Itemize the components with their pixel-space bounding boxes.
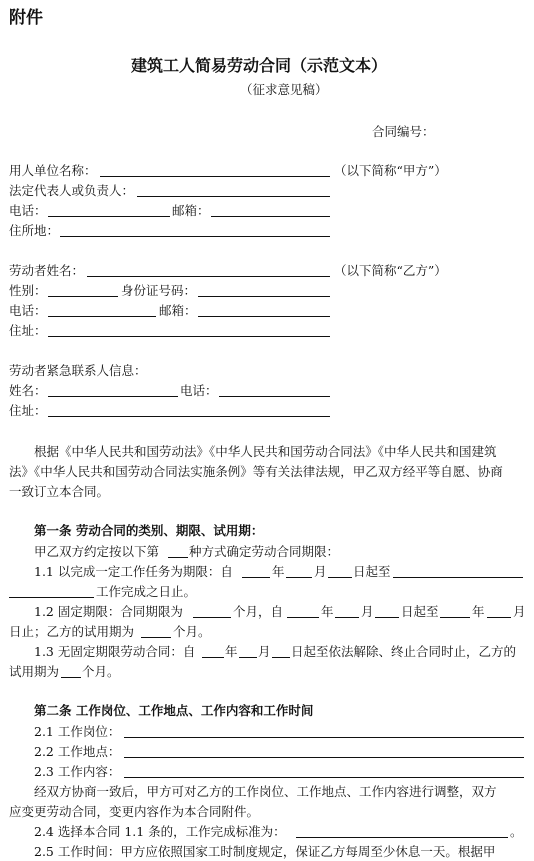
completion-standard-field[interactable] xyxy=(296,837,508,838)
clause-1-2-month-field[interactable] xyxy=(335,617,359,618)
preamble-line-2: 法》《中华人民共和国劳动合同法实施条例》等有关法律法规，甲乙双方经平等自愿、协商 xyxy=(9,464,503,479)
month-label: 月 xyxy=(258,644,271,659)
clause-1-3-probation-text: 试用期为 xyxy=(9,664,60,679)
article-2-para-line-2: 应变更劳动合同，变更内容作为本合同附件。 xyxy=(9,804,260,819)
document-title: 建筑工人简易劳动合同（示范文本） xyxy=(131,56,388,75)
work-location-label: 2.2 工作地点： xyxy=(34,744,121,759)
job-content-label: 2.3 工作内容： xyxy=(34,764,121,779)
emergency-name-label: 姓名： xyxy=(9,383,47,398)
employer-alias-note: （以下简称“甲方”） xyxy=(334,163,447,178)
job-content-field[interactable] xyxy=(124,777,524,778)
completion-standard-label: 2.4 选择本合同 1.1 条的，工作完成标准为： xyxy=(34,824,286,839)
probation-months-label: 个月。 xyxy=(82,664,120,679)
day-from-label: 日起至 xyxy=(353,564,391,579)
month-label: 月 xyxy=(513,604,526,619)
clause-1-3-text: 1.3 无固定期限劳动合同：自 xyxy=(34,644,196,659)
emergency-phone-label: 电话： xyxy=(180,383,218,398)
employer-address-label: 住所地： xyxy=(9,223,60,238)
clause-1-2-months-field[interactable] xyxy=(193,617,231,618)
clause-1-3-probation-field[interactable] xyxy=(61,677,81,678)
worker-email-label: 邮箱： xyxy=(159,303,197,318)
working-hours-text: 2.5 工作时间：甲方应依照国家工时制度规定，保证乙方每周至少休息一天。根据甲 xyxy=(34,844,496,859)
article-1-intro-a: 甲乙双方约定按以下第 xyxy=(34,544,160,559)
worker-name-field[interactable] xyxy=(87,276,330,277)
year-label: 年 xyxy=(272,564,285,579)
clause-1-1-task-field-cont[interactable] xyxy=(9,597,94,598)
completion-standard-end: 。 xyxy=(510,824,523,839)
worker-email-field[interactable] xyxy=(198,316,330,317)
job-position-field[interactable] xyxy=(124,737,524,738)
year-label: 年 xyxy=(225,644,238,659)
article-2-title: 第二条 工作岗位、工作地点、工作内容和工作时间 xyxy=(34,703,314,718)
work-location-field[interactable] xyxy=(124,757,524,758)
worker-name-label: 劳动者姓名： xyxy=(9,263,85,278)
year-label: 年 xyxy=(321,604,334,619)
clause-1-2-probation-text: 日止；乙方的试用期为 xyxy=(9,624,135,639)
employer-name-field[interactable] xyxy=(100,176,330,177)
clause-1-2-text: 1.2 固定期限：合同期限为 xyxy=(34,604,183,619)
preamble-line-1: 根据《中华人民共和国劳动法》《中华人民共和国劳动合同法》《中华人民共和国建筑 xyxy=(34,444,497,459)
document-subtitle: （征求意见稿） xyxy=(240,82,328,97)
clause-1-1-month-field[interactable] xyxy=(286,577,312,578)
clause-1-3-day-field[interactable] xyxy=(272,657,290,658)
article-2-para-line-1: 经双方协商一致后，甲方可对乙方的工作岗位、工作地点、工作内容进行调整，双方 xyxy=(34,784,497,799)
probation-months-label: 个月。 xyxy=(173,624,211,639)
worker-gender-label: 性别： xyxy=(9,283,47,298)
months-from-label: 个月，自 xyxy=(233,604,284,619)
employer-address-field[interactable] xyxy=(60,236,330,237)
clause-1-3-year-field[interactable] xyxy=(202,657,224,658)
job-position-label: 2.1 工作岗位： xyxy=(34,724,121,739)
clause-1-1-task-field[interactable] xyxy=(393,577,523,578)
year-label: 年 xyxy=(472,604,485,619)
clause-1-1-year-field[interactable] xyxy=(242,577,270,578)
employer-name-label: 用人单位名称： xyxy=(9,163,97,178)
clause-1-2-probation-field[interactable] xyxy=(141,637,171,638)
article-1-title: 第一条 劳动合同的类别、期限、试用期： xyxy=(34,523,264,538)
clause-1-2-end-month-field[interactable] xyxy=(487,617,511,618)
emergency-name-field[interactable] xyxy=(48,396,178,397)
preamble-line-3: 一致订立本合同。 xyxy=(9,484,110,499)
month-label: 月 xyxy=(361,604,374,619)
employer-email-field[interactable] xyxy=(211,216,330,217)
day-from-label: 日起至 xyxy=(401,604,439,619)
article-1-intro-b: 种方式确定劳动合同期限： xyxy=(189,544,340,559)
employer-phone-field[interactable] xyxy=(48,216,170,217)
employer-email-label: 邮箱： xyxy=(172,203,210,218)
employer-phone-label: 电话： xyxy=(9,203,47,218)
clause-1-2-end-year-field[interactable] xyxy=(440,617,470,618)
legal-representative-field[interactable] xyxy=(137,196,330,197)
emergency-address-field[interactable] xyxy=(48,416,330,417)
emergency-address-label: 住址： xyxy=(9,403,47,418)
worker-address-field[interactable] xyxy=(48,336,330,337)
worker-id-field[interactable] xyxy=(198,296,330,297)
legal-representative-label: 法定代表人或负责人： xyxy=(9,183,135,198)
clause-1-1-day-field[interactable] xyxy=(328,577,352,578)
clause-1-2-day-field[interactable] xyxy=(375,617,399,618)
term-option-field[interactable] xyxy=(168,557,188,558)
worker-alias-note: （以下简称“乙方”） xyxy=(334,263,447,278)
emergency-contact-heading: 劳动者紧急联系人信息： xyxy=(9,363,147,378)
contract-number-label: 合同编号： xyxy=(372,124,435,139)
worker-phone-label: 电话： xyxy=(9,303,47,318)
worker-address-label: 住址： xyxy=(9,323,47,338)
clause-1-1-end: 工作完成之日止。 xyxy=(96,584,197,599)
clause-1-3-rest: 日起至依法解除、终止合同时止，乙方的 xyxy=(291,644,517,659)
emergency-phone-field[interactable] xyxy=(219,396,330,397)
worker-id-label: 身份证号码： xyxy=(121,283,197,298)
attachment-label: 附件 xyxy=(9,8,43,28)
worker-phone-field[interactable] xyxy=(48,316,156,317)
worker-gender-field[interactable] xyxy=(48,296,118,297)
clause-1-2-year-field[interactable] xyxy=(287,617,319,618)
clause-1-3-month-field[interactable] xyxy=(239,657,257,658)
clause-1-1-text: 1.1 以完成一定工作任务为期限：自 xyxy=(34,564,233,579)
month-label: 月 xyxy=(314,564,327,579)
